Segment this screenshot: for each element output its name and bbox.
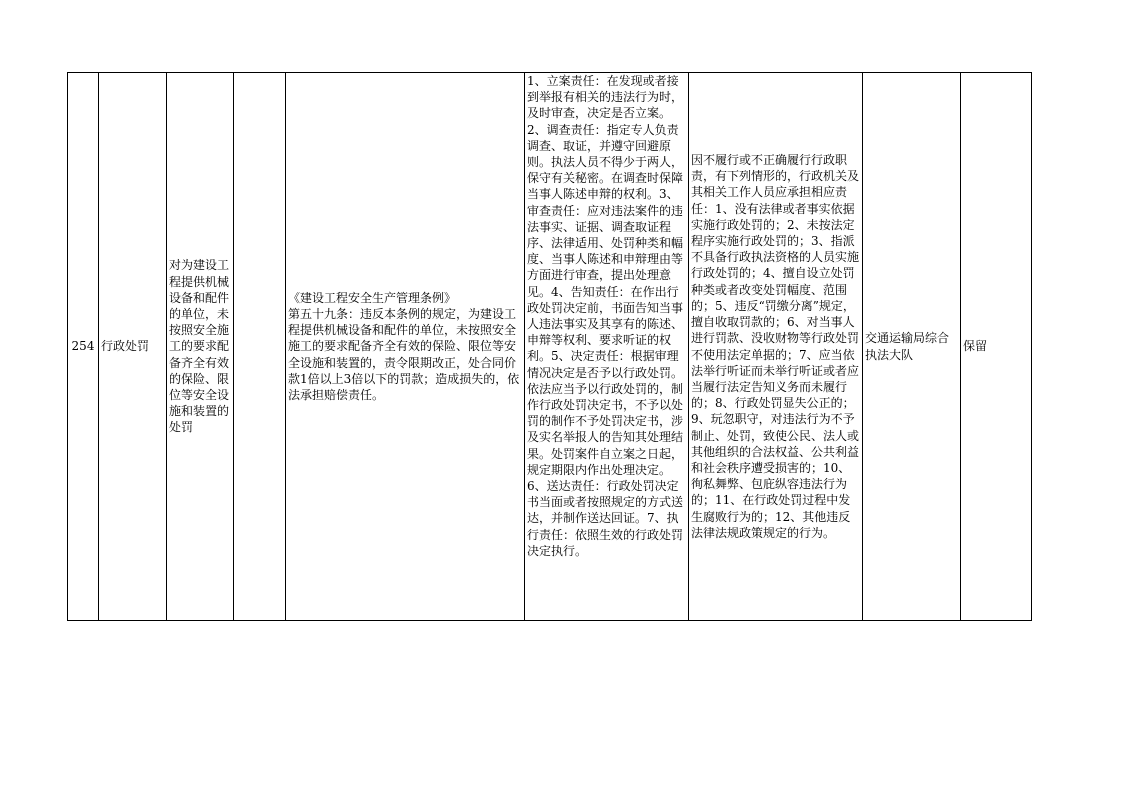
responsibility-text: 1、立案责任：在发现或者接到举报有相关的违法行为时，及时审查，决定是否立案。2、调查责任：指定专人负责调查、取证，并遵守回避原则。执法人员不得少于两人，保守有关秘密。在调查时保障当事人陈述申辩的权利。3、审查责任：应对违法案件的违法事实、证据、调查取证程序、法律适用、处罚种类和幅度、当事人陈述和申辩理由等方面进行审查，提出处理意见。4、告知责任：在作出行政处罚决定前，书面告知当事人违法事实及其享有的陈述、申辩等权利、要求听证的权利。5、决定责任：根据审理情况决定是否予以行政处罚。依法应当予以行政处罚的，制作行政处罚决定书，不予以处罚的制作不予处罚决定书，涉及实名举报人的告知其处理结果。处罚案件自立案之日起，规定期限内作出处理决定。 <box>527 74 684 477</box>
responsibility-items <box>525 73 689 621</box>
responsibility-text-continued: 6、送达责任：行政处罚决定书当面或者按照规定的方式送达，并制作送达回证。7、执行责任：依照生效的行政处罚决定执行。 <box>527 479 684 558</box>
power-type: 行政处罚 <box>99 73 167 621</box>
power-list-table <box>67 72 1032 621</box>
row-number: 254 <box>68 73 99 621</box>
legal-basis-text: 第五十九条：违反本条例的规定，为建设工程提供机械设备和配件的单位，未按照安全施工的要求配备齐全有效的保险、限位等安全设施和装置的，责令限期改正，处合同价款1倍以上3倍以下的罚款；造成损失的，依法承担赔偿责任。 <box>288 306 520 402</box>
item-name: 对为建设工程提供机械设备和配件的单位，未按照安全施工的要求配备齐全有效的保险、限位等安全设施和装置的处罚 <box>167 73 234 621</box>
table-row <box>68 73 1032 621</box>
legal-basis <box>286 73 525 621</box>
sub-item <box>234 73 286 621</box>
legal-basis-title: 《建设工程安全生产管理条例》 <box>288 290 457 305</box>
remark: 保留 <box>961 73 1032 621</box>
accountability: 因不履行或不正确履行行政职责，有下列情形的，行政机关及其相关工作人员应承担相应责任：1、没有法律或者事实依据实施行政处罚的；2、未按法定程序实施行政处罚的；3、指派不具备行政执法资格的人员实施行政处罚的；4、擅自设立处罚种类或者改变处罚幅度、范围的；5、违反“罚缴分离”规定，擅自收取罚款的；6、对当事人进行罚款、没收财物等行政处罚不使用法定单据的；7、应当依法举行听证而未举行听证或者应当履行法定告知义务而未履行的；8、行政处罚显失公正的；9、玩忽职守，对违法行为不予制止、处罚，致使公民、法人或其他组织的合法权益、公共利益和社会秩序遭受损害的；10、徇私舞弊、包庇纵容违法行为的；11、在行政处罚过程中发生腐败行为的；12、其他违反法律法规政策规定的行为。 <box>689 73 863 621</box>
responsible-department: 交通运输局综合执法大队 <box>863 73 961 621</box>
